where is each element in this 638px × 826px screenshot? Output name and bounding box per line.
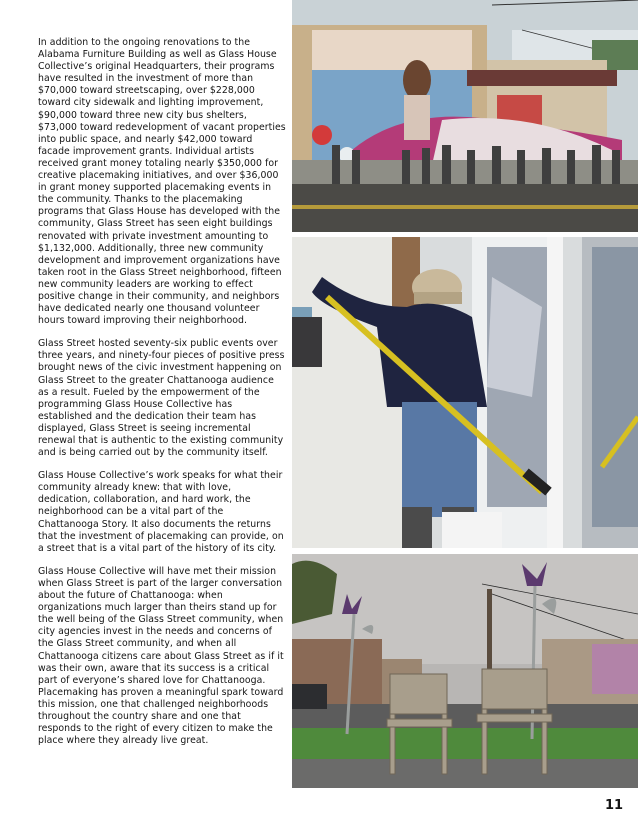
paragraph-mission: Glass House Collective will have met their mission when Glass Street is part of the larger conversation about the future of Chattanooga: when organizations much larger than theirs stand up for the well being of the Glass Street community, when city agencies invest in the needs and concerns of the Glass Street community, and when all Chattanooga citizens care about Glass Street as if it was their own, aware that its success is a critical part of everyone’s shared love for Chattanooga. Placemaking has proven a meaningful spark toward this mission, one that challenged neighborhoods throughout the country share and one that responds to the right of every citizen to make the place where they already live great.	[38, 565, 284, 747]
paragraph-investment: In addition to the ongoing renovations to the Alabama Furniture Building as well as Glass House Collective’s original Headquarters, their programs have resulted in the investment of more than $70,000 toward streetscaping, over $228,000 toward city sidewalk and lighting improvement, $90,000 toward three new city bus shelters, $73,000 toward redevelopment of vacant properties into public space, and nearly $42,000 toward facade improvement grants. Individual artists received grant money totaling nearly $350,000 for creative placemaking initiatives, and over $36,000 in grant money supported placemaking events in the community. Thanks to the placemaking programs that Glass House has developed with the community, Glass Street has seen eight buildings renovated with private investment amounting to $1,132,000. Additionally, three new community development and improvement organizations have taken root in the Glass Street neighborhood, fifteen new community leaders are working to effect positive change in their community, and neighbors have dedicated nearly one thousand volunteer hours toward improving their neighborhood.	[38, 37, 286, 327]
page-number: 11	[605, 798, 624, 813]
paragraph-community: Glass House Collective’s work speaks for what their community already knew: that with love, dedication, collaboration, and hard work, the neighborhood can be a vital part of the Chattanooga Story. It also documents the returns that the investment of placemaking can provide, on a street that is a vital part of the history of its city.	[38, 470, 284, 554]
volunteer-painting-photo	[292, 237, 638, 548]
article-body	[38, 37, 286, 758]
mural-crowd-photo	[292, 0, 638, 232]
paragraph-events: Glass Street hosted seventy-six public events over three years, and ninety-four pieces of positive press brought news of the civic investment happening on Glass Street to the greater Chattanooga audience as a result. Fueled by the empowerment of the programming Glass House Collective has established and the dedication their team has displayed, Glass Street is seeing incremental renewal that is authentic to the existing community and is being carried out by the community itself.	[38, 338, 285, 459]
sculpture-chairs-photo	[292, 554, 638, 788]
